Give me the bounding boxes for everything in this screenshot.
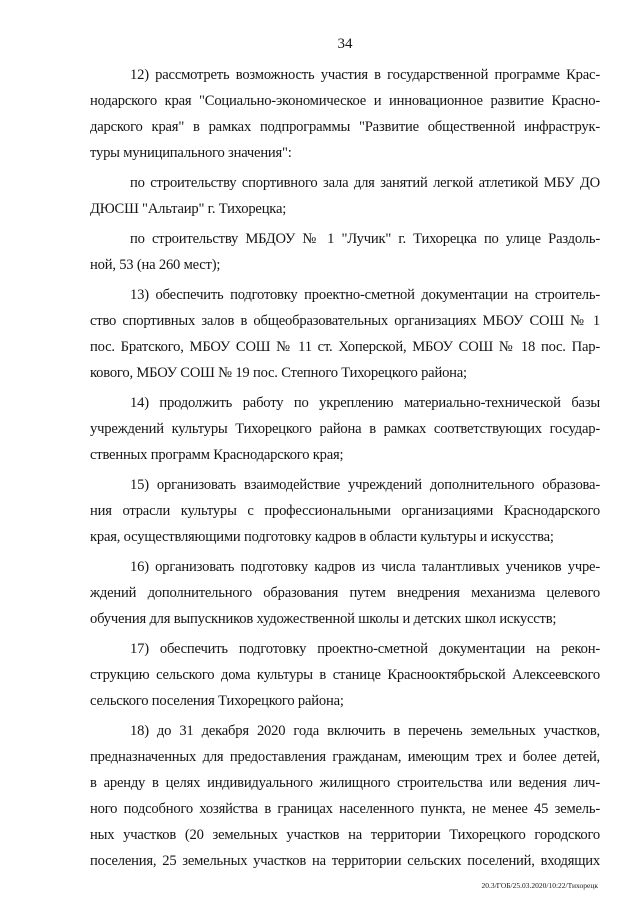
text-line: 17) обеспечить подготовку проектно-сметной документации на рекон- — [130, 641, 600, 657]
paragraph-item-15 — [90, 472, 600, 550]
paragraph-item-18 — [90, 718, 600, 874]
paragraph-item-13 — [90, 282, 600, 386]
text-line: ния отрасли культуры с профессиональными организациями Краснодарского — [90, 503, 600, 519]
text-line: ной, 53 (на 260 мест); — [90, 257, 221, 273]
text-line: 14) продолжить работу по укреплению материально-технической базы — [130, 395, 600, 411]
footer-code: 20.3/ГОБ/25.03.2020/10:22/Тихорецк — [481, 881, 598, 890]
text-line: ДЮСШ "Альтаир" г. Тихорецка; — [90, 201, 287, 217]
paragraph-item-12 — [90, 62, 600, 166]
text-line: обучения для выпускников художественной школы и детских школ искусств; — [90, 611, 557, 627]
text-line: предназначенных для предоставления гражданам, имеющим трех и более детей, — [90, 749, 600, 765]
text-line: струкцию сельского дома культуры в станице Краснооктябрьской Алексеевского — [90, 667, 600, 683]
paragraph-item-16 — [90, 554, 600, 632]
text-line: в аренду в целях индивидуального жилищного строительства или ведения лич- — [90, 775, 600, 791]
paragraph-item-17 — [90, 636, 600, 714]
document-body — [90, 62, 600, 874]
text-line: 15) организовать взаимодействие учреждений дополнительного образова- — [130, 477, 600, 493]
page-number: 34 — [337, 36, 353, 52]
text-line: дарского края" в рамках подпрограммы "Развитие общественной инфраструк- — [90, 119, 600, 135]
text-line: поселения, 25 земельных участков на территории сельских поселений, входящих — [90, 853, 600, 869]
text-line: 13) обеспечить подготовку проектно-сметной документации на строитель- — [130, 287, 600, 303]
text-line: ных участков (20 земельных участков на территории Тихорецкого городского — [90, 827, 600, 843]
text-line: по строительству спортивного зала для занятий легкой атлетикой МБУ ДО — [130, 175, 600, 191]
text-line: сельского поселения Тихорецкого района; — [90, 693, 344, 709]
paragraph-subitem-kindergarten — [90, 226, 600, 278]
text-line: края, осуществляющими подготовку кадров в области культуры и искусства; — [90, 529, 554, 545]
text-line: учреждений культуры Тихорецкого района в рамках соответствующих государ- — [90, 421, 600, 437]
text-line: нодарского края "Социально-экономическое и инновационное развитие Красно- — [90, 93, 600, 109]
text-line: по строительству МБДОУ № 1 "Лучик" г. Тихорецка по улице Раздоль- — [130, 231, 600, 247]
text-line: ство спортивных залов в общеобразовательных организациях МБОУ СОШ № 1 — [90, 313, 600, 329]
text-line: ного подсобного хозяйства в границах населенного пункта, не менее 45 земель- — [90, 801, 600, 817]
text-line: туры муниципального значения": — [90, 145, 292, 161]
text-line: 18) до 31 декабря 2020 года включить в перечень земельных участков, — [130, 723, 600, 739]
text-line: 12) рассмотреть возможность участия в государственной программе Крас- — [130, 67, 600, 83]
text-line: 16) организовать подготовку кадров из числа талантливых учеников учре- — [130, 559, 600, 575]
paragraph-subitem-sports-hall — [90, 170, 600, 222]
text-line: ственных программ Краснодарского края; — [90, 447, 344, 463]
paragraph-item-14 — [90, 390, 600, 468]
text-line: пос. Братского, МБОУ СОШ № 11 ст. Хоперской, МБОУ СОШ № 18 пос. Пар- — [90, 339, 600, 355]
text-line: ждений дополнительного образования путем внедрения механизма целевого — [90, 585, 600, 601]
text-line: кового, МБОУ СОШ № 19 пос. Степного Тихорецкого района; — [90, 365, 467, 381]
